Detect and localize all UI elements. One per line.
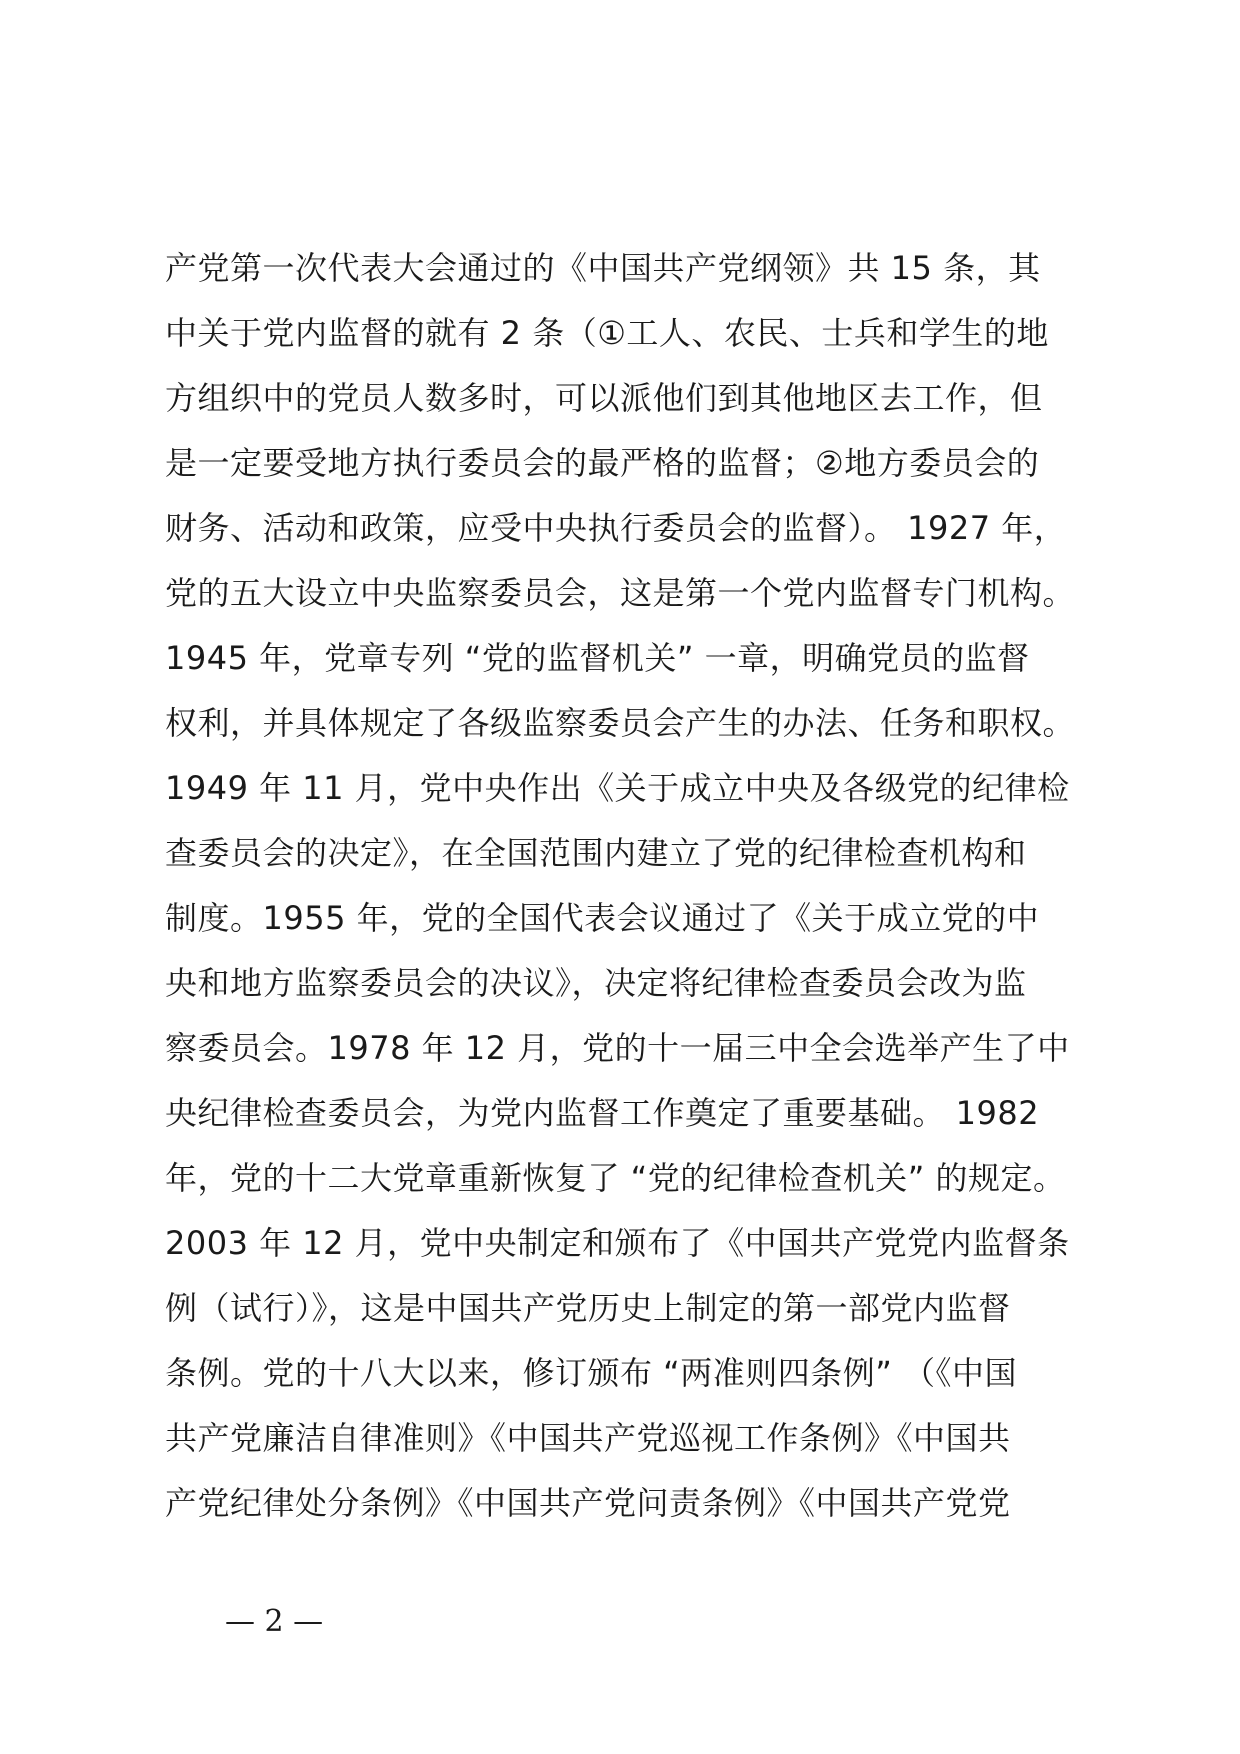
text-line: 1945 年，党章专列 “党的监督机关” 一章，明确党员的监督 <box>165 639 1030 677</box>
text-line: 察委员会。1978 年 12 月，党的十一届三中全会选举产生了中 <box>165 1029 1070 1067</box>
text-line: 产党纪律处分条例》《中国共产党问责条例》《中国共产党党 <box>165 1484 1011 1522</box>
text-line: 条例。党的十八大以来，修订颁布 “两准则四条例” （《中国 <box>165 1354 1018 1392</box>
text-line: 方组织中的党员人数多时，可以派他们到其他地区去工作，但 <box>165 379 1043 417</box>
text-line: 产党第一次代表大会通过的《中国共产党纲领》共 15 条，其 <box>165 249 1041 287</box>
text-line: 2003 年 12 月，党中央制定和颁布了《中国共产党党内监督条 <box>165 1224 1070 1262</box>
page-number: — 2 — <box>225 1604 324 1639</box>
text-line: 是一定要受地方执行委员会的最严格的监督；②地方委员会的 <box>165 444 1040 482</box>
text-line: 1949 年 11 月，党中央作出《关于成立中央及各级党的纪律检 <box>165 769 1070 807</box>
text-line: 党的五大设立中央监察委员会，这是第一个党内监督专门机构。 <box>165 574 1076 612</box>
text-line: 中关于党内监督的就有 2 条（①工人、农民、士兵和学生的地 <box>165 314 1049 352</box>
text-line: 权利，并具体规定了各级监察委员会产生的办法、任务和职权。 <box>165 704 1076 742</box>
text-line: 共产党廉洁自律准则》《中国共产党巡视工作条例》《中国共 <box>165 1419 1011 1457</box>
text-line: 财务、活动和政策，应受中央执行委员会的监督）。 1927 年， <box>165 509 1067 547</box>
text-line: 查委员会的决定》，在全国范围内建立了党的纪律检查机构和 <box>165 834 1027 872</box>
body-paragraph <box>165 236 1125 1536</box>
text-line: 央和地方监察委员会的决议》，决定将纪律检查委员会改为监 <box>165 964 1027 1002</box>
text-line: 年，党的十二大党章重新恢复了 “党的纪律检查机关” 的规定。 <box>165 1159 1066 1197</box>
text-line: 制度。1955 年，党的全国代表会议通过了《关于成立党的中 <box>165 899 1040 937</box>
text-line: 央纪律检查委员会，为党内监督工作奠定了重要基础。 1982 <box>165 1094 1040 1132</box>
text-line: 例（试行）》，这是中国共产党历史上制定的第一部党内监督 <box>165 1289 1011 1327</box>
